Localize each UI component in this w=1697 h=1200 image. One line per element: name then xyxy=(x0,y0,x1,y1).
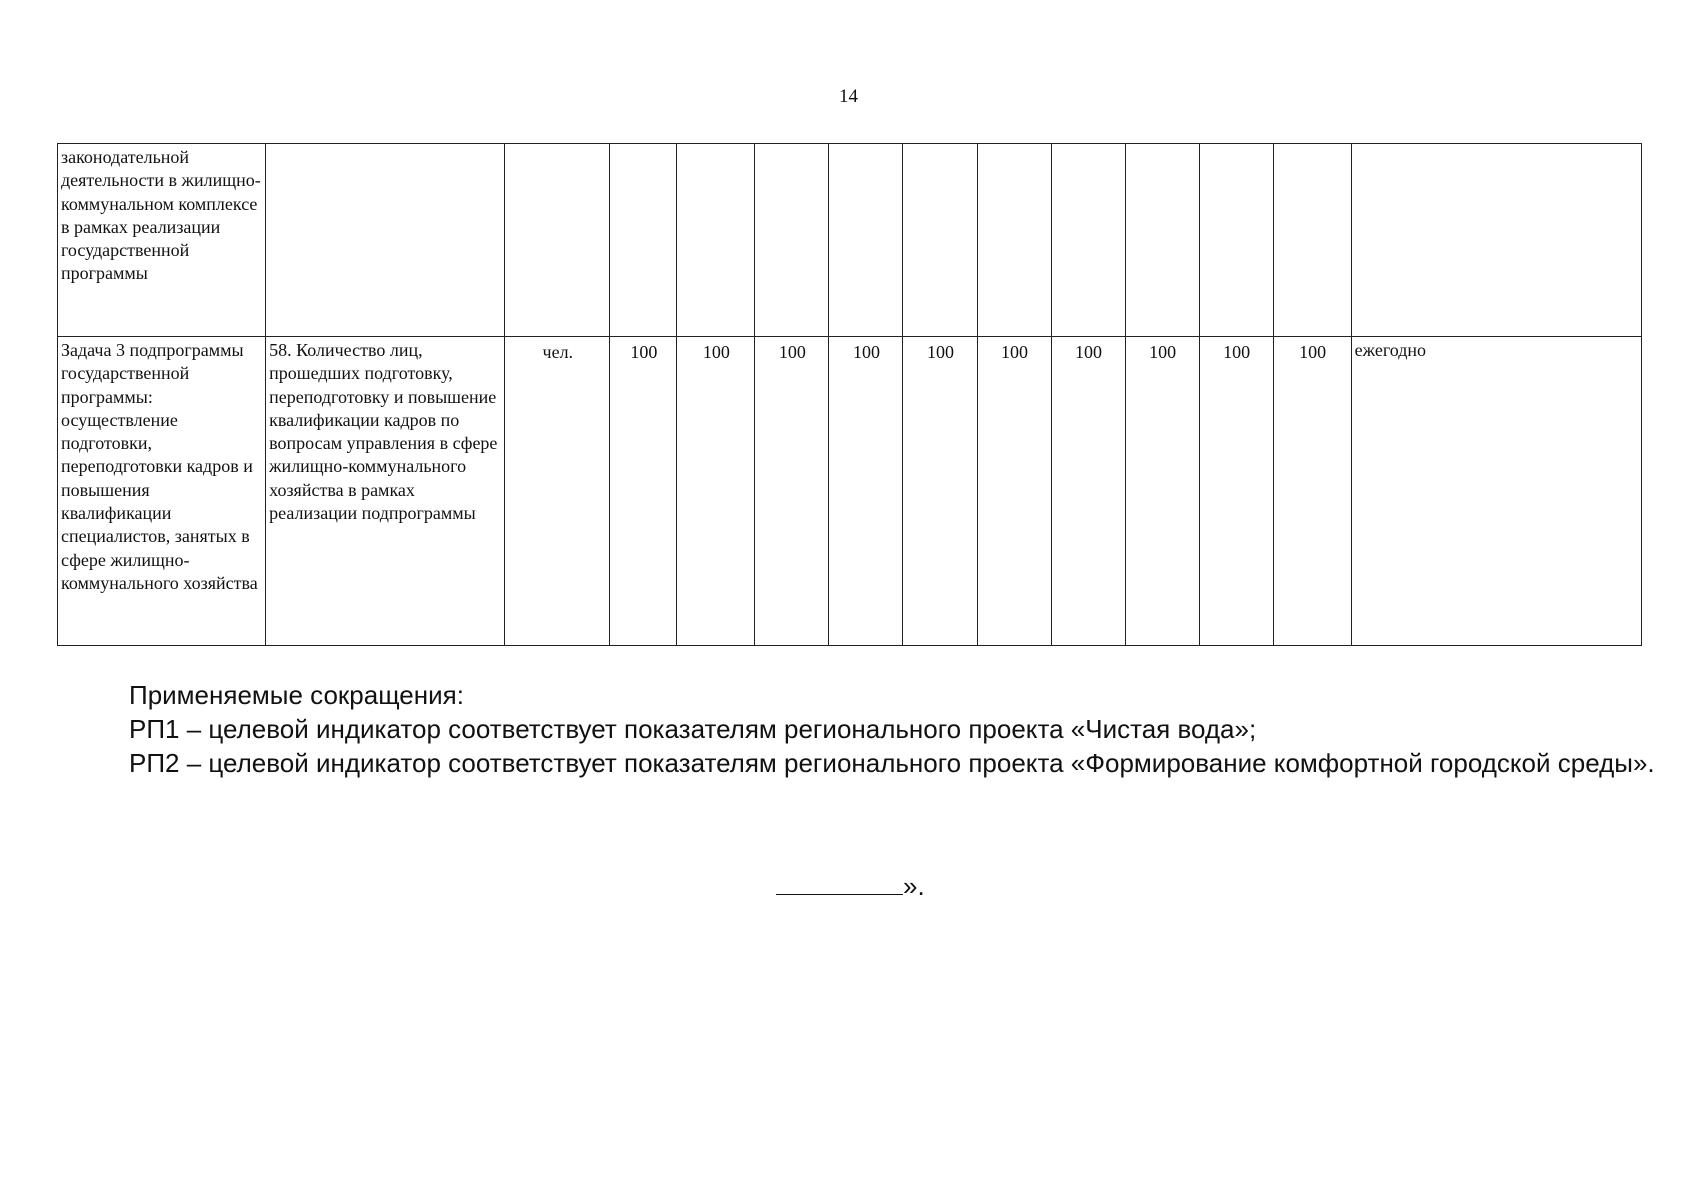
value-cell: 100 xyxy=(677,337,755,646)
task-cell: законодательной деятельности в жилищно-коммунальном комплексе в рамках реализации государственной программы xyxy=(58,144,266,337)
value-cell: 100 xyxy=(610,337,677,646)
value-cell xyxy=(903,144,977,337)
note-cell xyxy=(1351,144,1641,337)
note-cell: ежегодно xyxy=(1351,337,1641,646)
value-cell xyxy=(610,144,677,337)
value-cell xyxy=(829,144,903,337)
value-cell: 100 xyxy=(1273,337,1351,646)
closing-mark xyxy=(776,870,925,902)
value-cell xyxy=(1125,144,1199,337)
unit-cell: чел. xyxy=(505,337,610,646)
value-cell xyxy=(1199,144,1273,337)
page-number: 14 xyxy=(839,86,858,107)
value-cell xyxy=(755,144,829,337)
closing-quote: ». xyxy=(903,871,925,901)
signature-blank-line xyxy=(776,870,903,895)
value-cell xyxy=(977,144,1051,337)
table-row xyxy=(58,337,1642,646)
value-cell: 100 xyxy=(1051,337,1125,646)
value-cell xyxy=(1273,144,1351,337)
note-item: РП1 – целевой индикатор соответствует показателям регионального проекта «Чистая вода»; xyxy=(129,714,1257,744)
task-cell: Задача 3 подпрограммы государственной программы: осуществление подготовки, переподготовки кадров и повышения квалификации специалистов, занятых в сфере жилищно-коммунального хозяйства xyxy=(58,337,266,646)
abbreviations-notes xyxy=(129,678,1655,780)
table-row xyxy=(58,144,1642,337)
value-cell: 100 xyxy=(977,337,1051,646)
note-item: РП2 – целевой индикатор соответствует показателям регионального проекта «Формирование комфортной городской среды». xyxy=(129,748,1655,778)
value-cell: 100 xyxy=(829,337,903,646)
notes-heading: Применяемые сокращения: xyxy=(129,680,464,710)
unit-cell xyxy=(505,144,610,337)
indicator-cell xyxy=(266,144,505,337)
indicators-table xyxy=(57,143,1642,646)
value-cell: 100 xyxy=(903,337,977,646)
indicator-cell: 58. Количество лиц, прошедших подготовку, переподготовку и повышение квалификации кадров по вопросам управления в сфере жилищно-коммунального хозяйства в рамках реализации подпрограммы xyxy=(266,337,505,646)
value-cell xyxy=(1051,144,1125,337)
value-cell xyxy=(677,144,755,337)
value-cell: 100 xyxy=(1125,337,1199,646)
value-cell: 100 xyxy=(755,337,829,646)
value-cell: 100 xyxy=(1199,337,1273,646)
